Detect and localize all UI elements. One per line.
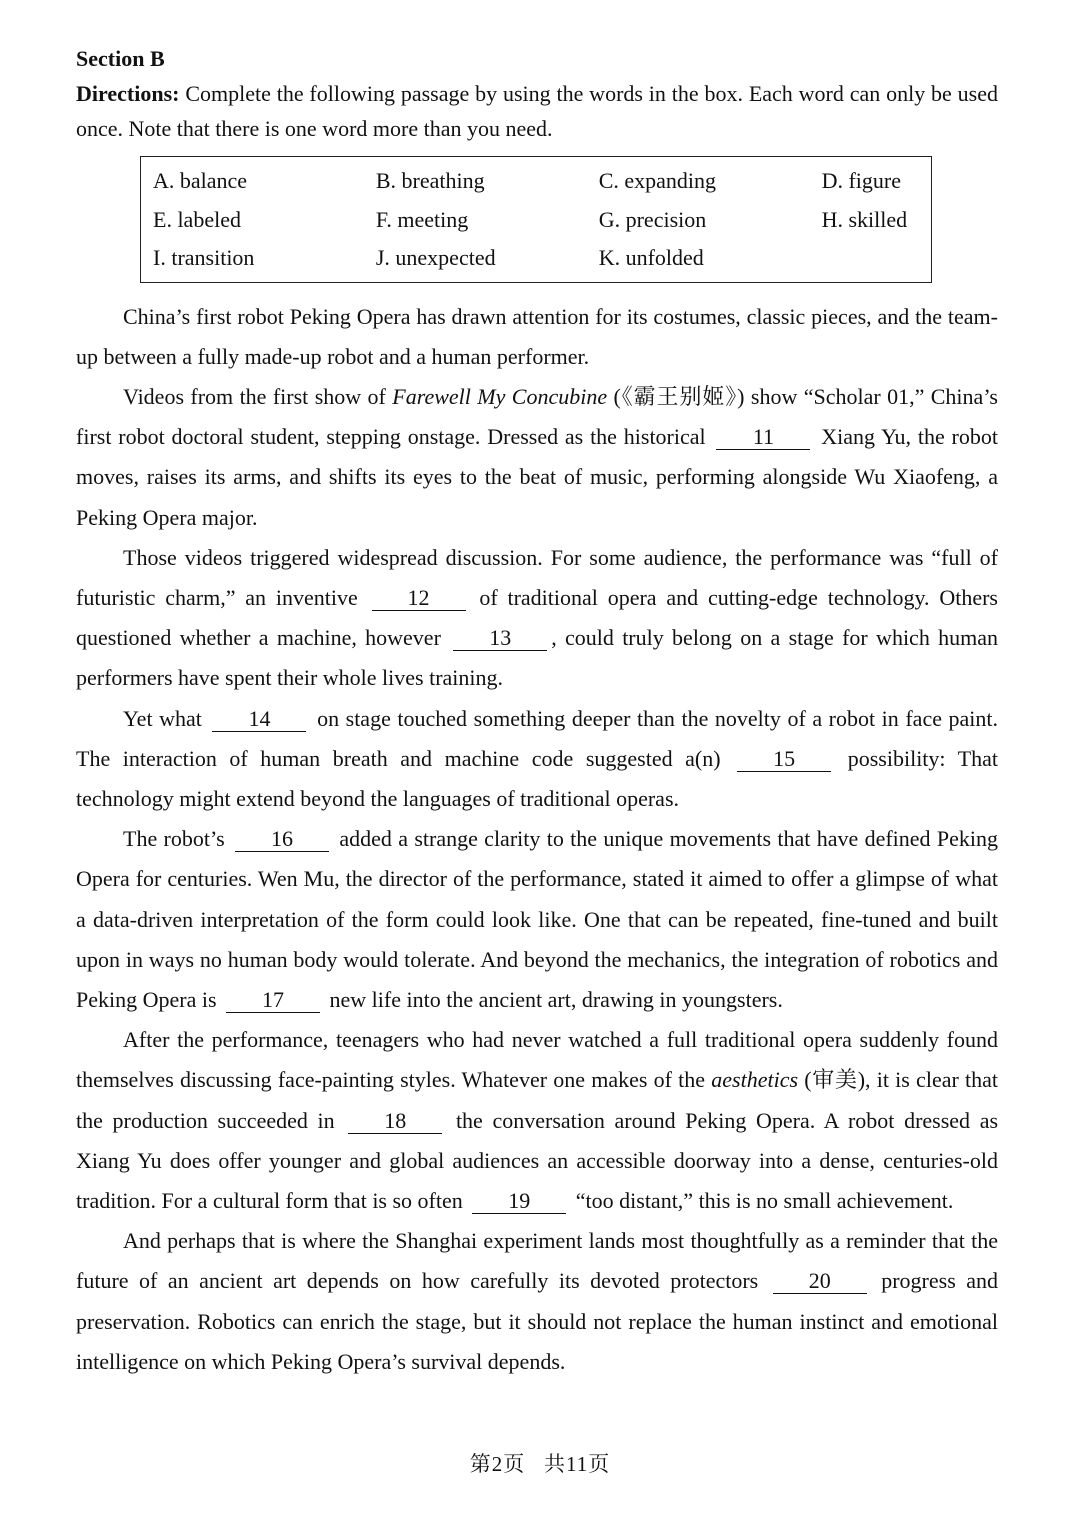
blank-12[interactable]: 12 xyxy=(372,586,466,611)
paragraph-2 xyxy=(76,377,998,538)
word-option: G. precision xyxy=(598,206,707,232)
passage xyxy=(76,297,998,1382)
blank-13[interactable]: 13 xyxy=(453,626,547,651)
term-aesthetics: aesthetics xyxy=(711,1067,799,1093)
directions xyxy=(76,76,998,146)
word-box xyxy=(140,156,932,283)
text: “too distant,” this is no small achievement. xyxy=(575,1187,954,1213)
word-option: H. skilled xyxy=(821,206,908,232)
blank-20[interactable]: 20 xyxy=(773,1269,867,1294)
directions-label: Directions: xyxy=(76,81,180,106)
text: (审美), it is clear that the production succeeded in xyxy=(76,1067,998,1133)
text: , could truly belong on a stage for which human performers have spent their whole lives training. xyxy=(76,625,998,691)
text: (《霸王别姬》) show “Scholar 01,” China’s first robot doctoral student, stepping onstage. Dressed as the historical xyxy=(76,383,998,450)
word-option: I. transition xyxy=(153,245,255,271)
directions-text: Complete the following passage by using the words in the box. Each word can only be used once. Note that there is one word more than you need. xyxy=(76,81,998,141)
text: The robot’s xyxy=(123,826,225,852)
blank-17[interactable]: 17 xyxy=(226,988,320,1013)
page-total: 共11页 xyxy=(544,1452,611,1476)
paragraph-6 xyxy=(76,1020,998,1221)
word-row xyxy=(153,162,931,201)
page-footer xyxy=(0,1448,1080,1478)
word-option: C. expanding xyxy=(598,168,717,194)
section-title: Section B xyxy=(76,46,165,71)
text: Yet what xyxy=(123,705,202,731)
word-option: K. unfolded xyxy=(598,245,704,271)
blank-16[interactable]: 16 xyxy=(235,827,329,852)
page-number: 第2页 xyxy=(469,1452,526,1476)
paragraph-4 xyxy=(76,699,998,820)
text: possibility: That technology might extend beyond the languages of traditional operas. xyxy=(76,745,999,811)
paragraph-5 xyxy=(76,819,998,1020)
blank-19[interactable]: 19 xyxy=(472,1189,566,1214)
text: And perhaps that is where the Shanghai experiment lands most thoughtfully as a reminder that the future of an ancient art depends on how carefully its devoted protectors xyxy=(76,1228,998,1294)
text: Xiang Yu, the robot moves, raises its arms, and shifts its eyes to the beat of music, performing alongside Wu Xiaofeng, a Peking Opera major. xyxy=(76,424,998,530)
text: on stage touched something deeper than the novelty of a robot in face paint. The interaction of human breath and machine code suggested a(n) xyxy=(76,705,999,771)
word-option: E. labeled xyxy=(153,206,241,232)
text: Those videos triggered widespread discussion. For some audience, the performance was “full of futuristic charm,” an inventive xyxy=(76,544,998,610)
blank-18[interactable]: 18 xyxy=(348,1109,442,1134)
blank-15[interactable]: 15 xyxy=(737,747,831,772)
word-option: B. breathing xyxy=(375,168,485,194)
blank-14[interactable]: 14 xyxy=(212,707,306,732)
paragraph-3 xyxy=(76,538,998,699)
word-option: A. balance xyxy=(153,168,248,194)
text: After the performance, teenagers who had never watched a full traditional opera suddenly found themselves discussing face-painting styles. Whatever one makes of the xyxy=(76,1027,998,1093)
paragraph-1: China’s first robot Peking Opera has drawn attention for its costumes, classic pieces, and the team-up between a fully made-up robot and a human performer. xyxy=(76,303,998,369)
text: added a strange clarity to the unique movements that have defined Peking Opera for centuries. Wen Mu, the director of the performance, stated it aimed to offer a glimpse of what a data-driven interpretation of the form could look like. One that can be repeated, fine-tuned and built upon in ways no human body would tolerate. And beyond the mechanics, the integration of robotics and Peking Opera is xyxy=(76,826,998,1012)
paragraph-7 xyxy=(76,1221,998,1382)
text: the conversation around Peking Opera. A robot dressed as Xiang Yu does offer younger and global audiences an accessible doorway into a dense, centuries-old tradition. For a cultural form that is so often xyxy=(76,1107,999,1213)
text: new life into the ancient art, drawing in youngsters. xyxy=(329,986,783,1012)
text: Videos from the first show of xyxy=(123,383,393,409)
page-content xyxy=(76,42,998,1382)
word-row xyxy=(153,239,931,278)
text: of traditional opera and cutting-edge technology. Others questioned whether a machine, however xyxy=(76,584,998,651)
blank-11[interactable]: 11 xyxy=(716,425,810,450)
opera-title: Farewell My Concubine xyxy=(392,383,608,409)
text: progress and preservation. Robotics can enrich the stage, but it should not replace the human instinct and emotional intelligence on which Peking Opera’s survival depends. xyxy=(76,1268,999,1374)
word-option: D. figure xyxy=(821,168,901,194)
word-row xyxy=(153,201,931,240)
word-option: J. unexpected xyxy=(375,245,496,271)
word-option: F. meeting xyxy=(375,206,469,232)
